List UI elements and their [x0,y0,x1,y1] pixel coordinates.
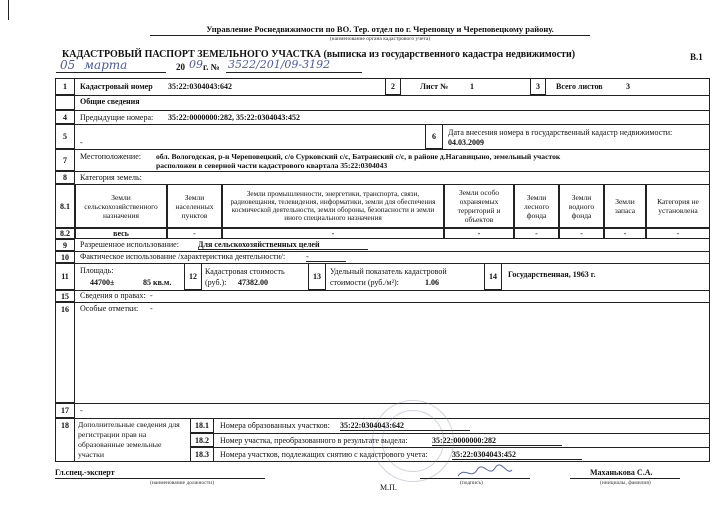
row181-num: 18.1 [190,418,214,433]
agency-caption: (наименование органа кадастрового учета) [329,36,431,42]
row6-value: 04.03.2009 [448,138,484,147]
rule [55,290,710,291]
row2-num: 2 [385,78,401,95]
val-settlement: - [167,228,222,239]
agency-name: Управление Роснедвижимости по ВО. Тер. отдел по г. Череповцу и Череповецкому району. [206,24,554,34]
cat-industry: Земли промышленности, энергетики, транспорта, связи, радиовещания, телевидения, информатики, земли для обеспечения космической деятельности, земли обороны, безопасности и земли иного специального назначения [222,184,444,228]
cost-label: Кадастровая стоимость (руб.): [205,267,285,287]
specific-cost-label: Удельный показатель кадастровой стоимости (руб./м²): [330,267,447,287]
val-forest: - [514,228,559,239]
cat-unset: Категория не установлена [646,184,710,228]
area-error: 85 кв.м. [143,278,172,287]
row18-num: 18 [55,418,75,462]
signer-name: Маханькова С.А. [590,468,653,477]
row17-value: - [80,406,83,415]
val-industry: - [222,228,444,239]
val-unset: - [646,228,710,239]
val-reserve: - [604,228,646,239]
doc-title: КАДАСТРОВЫЙ ПАСПОРТ ЗЕМЕЛЬНОГО УЧАСТКА (выписка из государственного кадастра недвижимости) [62,49,576,60]
total-label: Всего листов [556,82,603,91]
row82-num: 8.2 [55,228,75,239]
rule [55,171,710,172]
val-protected: - [444,228,514,239]
row10-num: 10 [55,251,75,263]
row7-value1: обл. Вологодская, р-н Череповецкий, с/о Сурковский с/с, Батранский с/с, в районе д.Нагавицыно, земельный участок [156,152,561,161]
row182-value: 35:22:0000000:282 [432,436,562,446]
row1-value: 35:22:0304043:642 [168,82,232,91]
rule [55,302,710,303]
row183-value: 35:22:0304043:452 [452,450,582,460]
rule [55,95,710,96]
row6-label: Дата внесения номера в государственный кадастр недвижимости: [448,128,673,137]
doc-number-underline [226,72,362,73]
sheet-label: Лист № [420,82,449,91]
rule [55,149,710,150]
rights-value: - [150,291,153,300]
row4-num: 4 [55,110,75,124]
row16-num: 16 [55,302,75,403]
row182-label: Номер участка, преобразованного в результате выдела: [220,436,408,445]
seal-stamp-inner [382,410,444,472]
row12-num: 12 [184,263,202,290]
signature-scribble [455,464,515,482]
signer-position: Гл.спец.-эксперт [55,468,115,477]
cat-agri: Земли сельскохозяйственного назначения [75,184,167,228]
row8-label: Категория земель: [80,173,142,182]
row7-num: 7 [55,149,75,171]
row13-num: 13 [308,263,326,290]
stamp-place: М.П. [380,483,397,492]
ownership-value: Государственная, 1963 г. [508,270,596,279]
row81-num: 8.1 [55,184,75,228]
date-underline [56,72,166,73]
row3-num: 3 [530,78,546,95]
signature-caption: (подпись) [460,480,483,486]
row182-num: 18.2 [190,433,214,447]
form-code: В.1 [690,52,703,62]
general-num [55,95,75,110]
row10-value: - [306,252,346,262]
row9-label: Разрешенное использование: [80,240,179,249]
row4-label: Предыдущие номера: [80,113,154,122]
rule [214,447,710,448]
row1-num: 1 [55,78,75,95]
rule [570,478,680,479]
date-prefix: 20 [176,62,185,72]
row14-num: 14 [484,263,502,290]
cat-protected: Земли особо охраняемых территорий и объектов [444,184,514,228]
row18-label: Дополнительные сведения для регистрации прав на образованные земельные участки [78,420,180,459]
row10-label: Фактическое использование /характеристика деятельности/: [80,252,286,261]
row181-value: 35:22:0304043:642 [340,421,470,431]
row11-num: 11 [55,263,75,290]
row7-value2: расположен в северной части кадастрового квартала 35:22:0304043 [156,161,388,170]
rule [55,124,710,125]
doc-number: 3522/201/09-3192 [228,58,331,71]
total-value: 3 [626,82,630,91]
sheet-value: 1 [470,82,474,91]
area-value: 44700± [90,278,115,287]
row4-value: 35:22:0000000:282, 35:22:0304043:452 [168,113,300,122]
cat-water: Земли водного фонда [559,184,604,228]
row6-num: 6 [425,124,443,149]
date-year: 09 [189,58,203,71]
row5-value: - [80,138,83,147]
val-water: - [559,228,604,239]
rights-label: Сведения о правах: [80,291,146,300]
row1-label: Кадастровый номер [80,82,153,91]
row17-num: 17 [55,403,75,418]
cost-value: 47382.00 [238,278,268,287]
row8-num: 8 [55,171,75,184]
notes-label: Особые отметки: [80,304,139,313]
scan-edge [8,0,9,20]
specific-cost-value: 1.06 [425,278,439,287]
row15-num: 15 [55,290,75,302]
cat-reserve: Земли запаса [604,184,646,228]
rule [214,433,710,434]
date-suffix: г. № [203,62,220,72]
row183-num: 18.3 [190,447,214,462]
row181-label: Номера образованных участков: [220,421,330,430]
date-month: марта [84,58,128,72]
general-heading: Общие сведения [80,97,140,106]
row7-label: Местоположение: [80,152,141,161]
rule [55,403,710,404]
cat-forest: Земли лесного фонда [514,184,559,228]
date-day: 05 [60,58,76,72]
area-label: Площадь: [80,266,114,275]
name-caption: (инициалы, фамилия) [600,480,651,486]
val-agri: весь [75,228,167,239]
row183-label: Номера участков, подлежащих снятию с кадастрового учета: [220,450,428,459]
position-caption: (наименование должности) [150,480,214,486]
notes-value: - [150,304,153,313]
rule [55,263,710,264]
rule [55,110,710,111]
row5-num: 5 [55,124,75,149]
rule [55,478,265,479]
row9-value: Для сельскохозяйственных целей [198,240,368,250]
row9-num: 9 [55,239,75,251]
cat-settlement: Земли населенных пунктов [167,184,222,228]
